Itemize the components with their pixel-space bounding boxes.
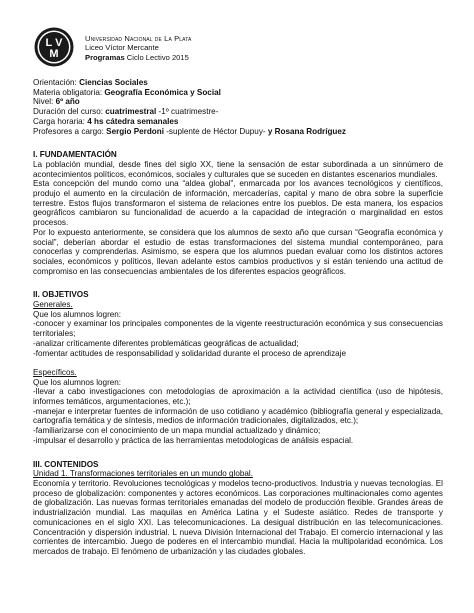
duracion-rest: -1º cuatrimestre- <box>156 107 219 117</box>
objetivos-heading: II. OBJETIVOS <box>33 290 89 300</box>
fundamentacion-paragraph-3: Por lo expuesto anteriormente, se considera que los alumnos de sexto año que cursan “Geografía económica y social”, deberían abordar el estudio de estas transformaciones del sistema mundial contemporáneo, para conocerlas y comprenderlas. Asimismo, se espera que los alumnos puedan evaluar como los distintos actores sociales, económicos y políticos, llevan adelante estos cambios productivos y si están teniendo una actitud de compromiso en las consecuencias ambientales de los diferentes espacios geográficos. <box>33 227 443 276</box>
university-name: Universidad Nacional de La Plata <box>85 34 192 43</box>
document-body <box>33 78 443 557</box>
objetivo-especifico-4: -impulsar el desarrollo y práctica de las herramientas metodologicas de análisis espacial. <box>33 435 354 445</box>
orientacion-label: Orientación: <box>33 78 80 87</box>
unidad-1-title: Unidad 1. Transformaciones territoriales en un mundo global. <box>33 469 253 479</box>
fundamentacion-paragraph-2: Esta concepción del mundo como una “aldea global”, enmarcada por los avances tecnológicos y científicos, produjo el aumento en la circulación de información, mercaderías, capital y mano de obra sobre la superficie terrestre. Estos flujos transformaron el sistema de relaciones entre los pueblos. De esta manera, los espacios geográficos cambiaron su funcionalidad de acuerdo a la capacidad de integración o marginalidad en estos procesos. <box>33 179 443 228</box>
objetivo-especifico-1: -llevar a cabo investigaciones con metodologías de aproximación a la actividad científica (uso de hipótesis, informes temáticos, argumentaciones, etc.); <box>33 387 443 407</box>
svg-text:L V: L V <box>45 37 63 49</box>
materia-value: Geografía Económica y Social <box>104 87 221 97</box>
objetivo-general-2: -analizar críticamente diferentes problemáticas geográficas de actualidad; <box>33 338 299 348</box>
materia-label: Materia obligatoria: <box>33 87 105 97</box>
objetivo-general-1: -conocer y examinar los principales componentes de la vigente reestructuración económica y sus consecuencias territoriales; <box>33 319 443 339</box>
objetivo-especifico-3: -familiarizarse con el conocimiento de un mapa mundial actualizado y dinámico; <box>33 426 321 436</box>
lvm-logo-icon <box>33 26 75 68</box>
orientacion-line <box>33 78 443 88</box>
contenidos-heading: III. CONTENIDOS <box>33 459 99 469</box>
program-year: Ciclo Lectivo 2015 <box>124 52 189 62</box>
nivel-line <box>33 97 443 107</box>
institution-header <box>33 26 333 70</box>
nivel-label: Nivel: <box>33 97 56 107</box>
orientacion-value: Ciencias Sociales <box>79 78 148 87</box>
svg-text:M: M <box>49 48 59 60</box>
profesores-line <box>33 127 443 137</box>
program-label: Programas <box>85 52 125 62</box>
school-name: Liceo Víctor Mercante <box>85 43 159 53</box>
objetivos-generales-intro: Que los alumnos logren: <box>33 309 122 319</box>
objetivos-especificos-intro: Que los alumnos logren: <box>33 377 122 387</box>
fundamentacion-paragraph-1: La población mundial, desde fines del siglo XX, tiene la sensación de estar subordinada a un sinnúmero de acontecimientos políticos, económicos, sociales y culturales que se suceden en distantes escenarios mundiales. <box>33 159 443 179</box>
suplente-note: -suplente de Héctor Dupuy- <box>163 126 268 136</box>
profesores-label: Profesores a cargo: <box>33 126 107 136</box>
program-line <box>85 53 191 62</box>
objetivo-especifico-2: -manejar e interpretar fuentes de información de uso cotidiano y académico (bibliografía general y especializada, cartografía temática y de síntesis, medios de información tradicionales, digitalizados, etc.); <box>33 406 443 426</box>
carga-line <box>33 117 443 127</box>
profesor-2: Rosana Rodríguez <box>274 126 346 136</box>
institution-text <box>85 34 191 62</box>
profesor-1: Sergio Perdoni <box>106 126 164 136</box>
nivel-value: 6º año <box>55 97 80 107</box>
duracion-line <box>33 107 443 117</box>
carga-label: Carga horaria: <box>33 116 88 126</box>
objetivos-especificos-label: Específicos. <box>33 367 77 377</box>
objetivo-general-3: -fomentar actitudes de responsabilidad y solidaridad durante el proceso de aprendizaje <box>33 348 347 358</box>
carga-value: 4 hs cátedra semanales <box>87 116 179 126</box>
profesores-conjunction: y <box>267 126 275 136</box>
objetivos-generales-label: Generales. <box>33 300 73 310</box>
duracion-value: cuatrimestral <box>105 107 157 117</box>
unidad-1-text: Economía y territorio. Revoluciones tecnológicas y modelos tecno-productivos. Industria y nuevas tecnologías. El proceso de globalización: componentes y actores económicos. Las corporaciones multinacionales como agentes de globalización. Las nuevas formas territoriales emanadas del modelo de producción flexible. Grandes áreas de industrialización mundial. Las maquilas en América Latina y el Sudeste asiático. Redes de transporte y comunicaciones en el siglo XXI. Las telecomunicaciones. La desigual distribución en las telecomunicaciones. Concentración y dispersión industrial. L nueva División Internacional del Trabajo. El comercio internacional y las corrientes de intercambio. Juego de poderes en el intercambio mundial. Hacia la multipolaridad económica. Los mercados de trabajo. El fenómeno de urbanización y las ciudades globales. <box>33 479 443 556</box>
fundamentacion-heading: I. FUNDAMENTACIÓN <box>33 150 117 160</box>
materia-line <box>33 88 443 98</box>
duracion-label: Duración del curso: <box>33 107 106 117</box>
